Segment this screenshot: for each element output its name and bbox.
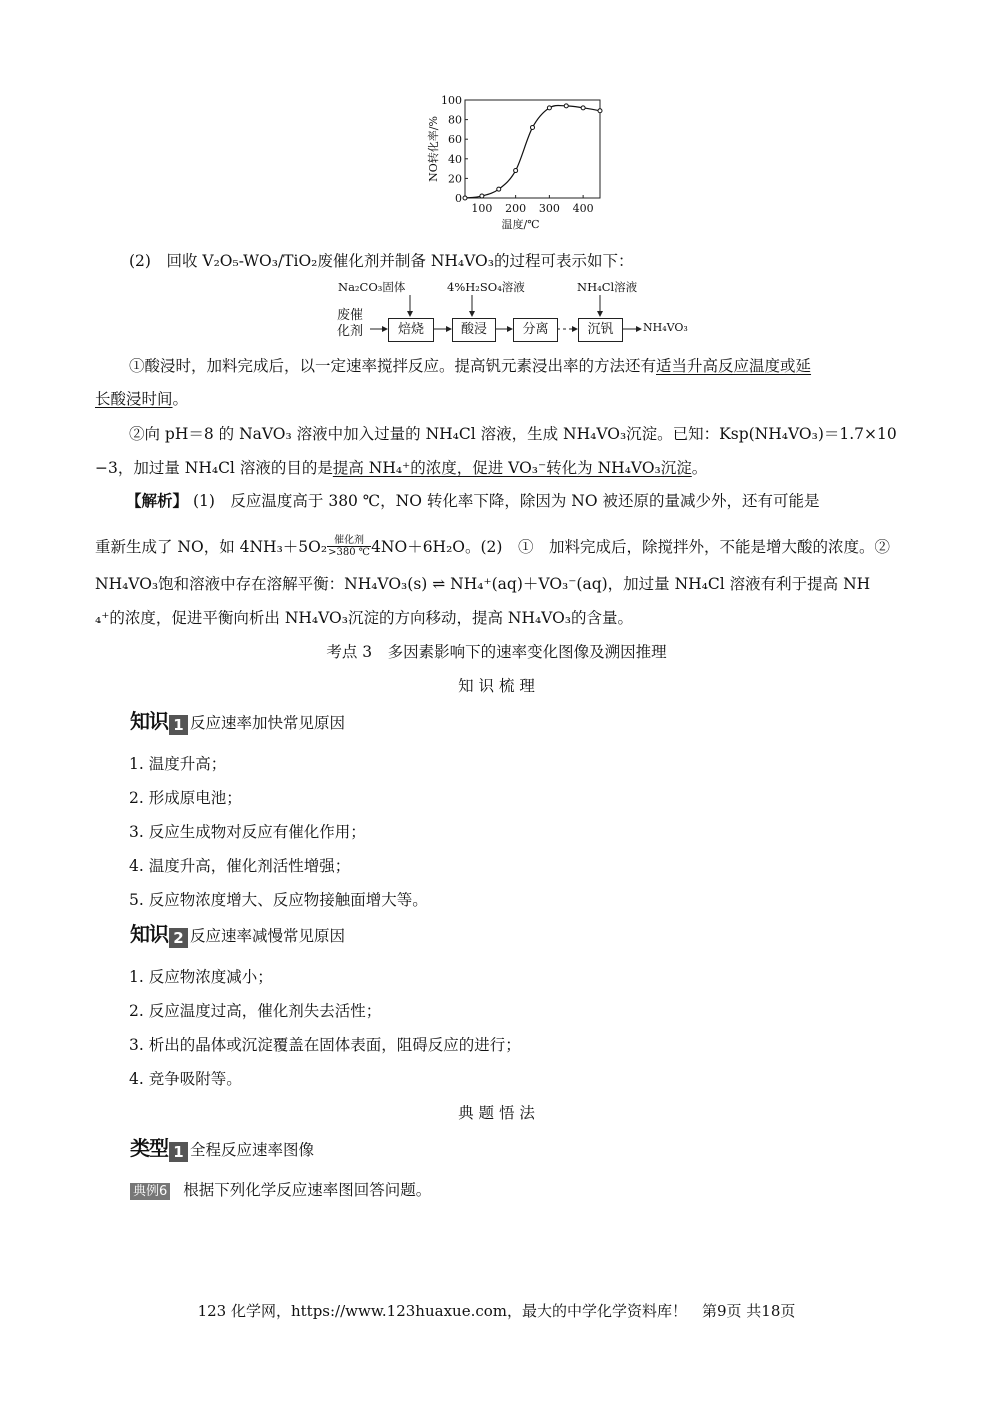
- knowledge-2-item: 1. 反应物浓度减小；: [129, 968, 273, 986]
- data-point: [547, 106, 551, 110]
- analysis-line3: NH₄VO₃饱和溶液中存在溶解平衡：NH₄VO₃(s) ⇌ NH₄⁺(aq)＋VO₃⁻(aq)，加过量 NH₄Cl 溶液有利于提高 NH: [95, 575, 871, 593]
- y-tick-label: 20: [448, 172, 462, 186]
- catalyst-condition: 催化剂 >380 ℃: [328, 535, 370, 558]
- flow-input-1: Na₂CO₃固体: [338, 280, 406, 294]
- analysis-line2: 重新生成了 NO，如 4NH₃＋5O₂ 催化剂 >380 ℃ 4NO＋6H₂O。(2) ① 加料完成后，除搅拌外，不能是增大酸的浓度。②: [95, 535, 890, 558]
- y-tick-label: 80: [448, 113, 462, 127]
- knowledge-1-item: 4. 温度升高，催化剂活性增强；: [129, 857, 351, 875]
- knowledge-2-heading: 知识 2 反应速率减慢常见原因: [130, 922, 346, 947]
- y-tick-label: 100: [441, 94, 462, 107]
- knowledge-2-item: 4. 竞争吸附等。: [129, 1070, 242, 1088]
- flow-product: NH₄VO₃: [643, 321, 688, 334]
- knowledge-1-item: 1. 温度升高；: [129, 755, 227, 773]
- flow-input-3: NH₄Cl溶液: [577, 280, 638, 294]
- flow-input-2: 4%H₂SO₄溶液: [447, 280, 525, 294]
- q2-intro: (2) 回收 V₂O₅-WO₃/TiO₂废催化剂并制备 NH₄VO₃的过程可表示如下：: [129, 252, 634, 270]
- data-point: [514, 169, 518, 173]
- y-tick-label: 60: [448, 133, 462, 147]
- data-point: [564, 104, 568, 108]
- q2-part2-line2: −3，加过量 NH₄Cl 溶液的目的是提高 NH₄⁺的浓度，促进 VO₃⁻转化为 NH₄VO₃沉淀。: [95, 459, 708, 477]
- example-6: 典例6 根据下列化学反应速率图回答问题。: [130, 1179, 950, 1201]
- page-footer: 123 化学网，https://www.123huaxue.com，最大的中学化学资料库！ 第9页 共18页: [197, 1302, 796, 1320]
- knowledge-2-item: 3. 析出的晶体或沉淀覆盖在固体表面，阻碍反应的进行；: [129, 1036, 521, 1054]
- y-tick-label: 40: [448, 152, 462, 166]
- plot-frame: [465, 100, 600, 198]
- analysis-line1: 【解析】 (1) 反应温度高于 380 ℃，NO 转化率下降，除因为 NO 被还原的量减少外，还有可能是: [126, 492, 820, 510]
- process-flow: [335, 278, 715, 348]
- x-tick-label: 100: [471, 202, 493, 215]
- knowledge-1-item: 5. 反应物浓度增大、反应物接触面增大等。: [129, 891, 428, 909]
- subsection-examples: 典 题 悟 法: [458, 1104, 535, 1122]
- subsection-knowledge: 知 识 梳 理: [458, 677, 535, 695]
- knowledge-1-item: 2. 形成原电池；: [129, 789, 242, 807]
- knowledge-1-item: 3. 反应生成物对反应有催化作用；: [129, 823, 366, 841]
- data-point: [463, 196, 467, 200]
- data-point: [581, 106, 585, 110]
- flow-start: 废催 化剂: [337, 308, 364, 339]
- data-point: [480, 194, 484, 198]
- y-axis-label: NO转化率/%: [427, 116, 440, 182]
- section-title: 考点 3 多因素影响下的速率变化图像及溯因推理: [326, 643, 667, 661]
- knowledge-2-item: 2. 反应温度过高，催化剂失去活性；: [129, 1002, 382, 1020]
- knowledge-1-heading: 知识 1 反应速率加快常见原因: [130, 709, 346, 734]
- x-tick-label: 200: [505, 202, 527, 215]
- flow-step-3: 分离: [513, 318, 558, 342]
- conversion-curve: [465, 106, 600, 198]
- data-point: [598, 109, 602, 113]
- y-tick-label: 0: [455, 192, 462, 205]
- type-1-heading: 类型 1 全程反应速率图像: [130, 1136, 315, 1161]
- data-point: [531, 125, 535, 129]
- q2-part1-line1: ①酸浸时，加料完成后，以一定速率搅拌反应。提高钒元素浸出率的方法还有适当升高反应温度或延: [129, 357, 812, 375]
- flow-step-4: 沉钒: [578, 318, 623, 342]
- q2-part2-line1: ②向 pH＝8 的 NaVO₃ 溶液中加入过量的 NH₄Cl 溶液，生成 NH₄VO₃沉淀。已知：Ksp(NH₄VO₃)＝1.7×10: [129, 425, 897, 443]
- analysis-line4: ₄⁺的浓度，促进平衡向析出 NH₄VO₃沉淀的方向移动，提高 NH₄VO₃的含量。: [95, 609, 634, 627]
- x-tick-label: 400: [572, 202, 594, 215]
- x-tick-label: 300: [538, 202, 560, 215]
- flow-step-1: 焙烧: [388, 318, 434, 342]
- x-axis-label: 温度/℃: [501, 218, 540, 231]
- flow-step-2: 酸浸: [452, 318, 496, 342]
- data-point: [497, 187, 501, 191]
- q2-part1-line2: 长酸浸时间。: [95, 390, 189, 408]
- no-conversion-chart: [425, 92, 610, 242]
